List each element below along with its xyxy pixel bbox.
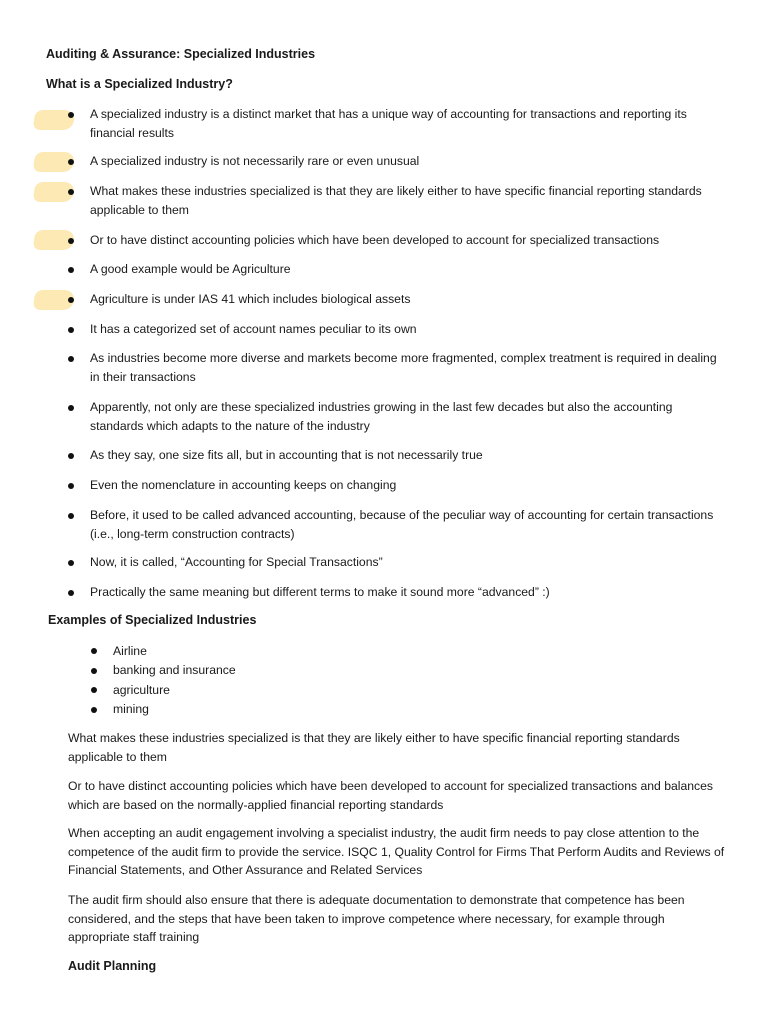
list-item: banking and insurance [113,663,236,677]
body-paragraph: When accepting an audit engagement involving a specialist industry, the audit firm needs to pay close attention to the competence of the audit firm to provide the service. ISQC 1, Quality Control for Firms That Perform Audits and Reviews of Financial Statements, and Other Assurance and Related Services [68,826,725,877]
bullet-marker [91,668,97,674]
bullet-marker [68,453,74,459]
bullet-marker [91,648,97,654]
bullet-marker [91,707,97,713]
bullet-marker [68,267,74,273]
bullet-marker [68,159,74,165]
bullet-marker [68,483,74,489]
section-heading-examples: Examples of Specialized Industries [48,613,257,627]
list-item: Even the nomenclature in accounting keeps on changing [90,478,397,492]
bullet-marker [68,590,74,596]
list-item: A specialized industry is not necessarily rare or even unusual [90,154,420,168]
list-item: agriculture [113,683,170,697]
bullet-marker [68,560,74,566]
bullet-marker [91,687,97,693]
document-title: Auditing & Assurance: Specialized Industries [46,47,316,61]
bullet-marker [68,189,74,195]
list-item: A good example would be Agriculture [90,262,291,276]
list-item: It has a categorized set of account names peculiar to its own [90,322,417,336]
list-item: Airline [113,644,147,658]
list-item: Practically the same meaning but different terms to make it sound more “advanced” :) [90,585,550,599]
section-heading-what-is: What is a Specialized Industry? [46,77,233,91]
list-item: Apparently, not only are these specialized industries growing in the last few decades but also the accounting standards which adapts to the nature of the industry [90,400,673,433]
bullet-marker [68,112,74,118]
list-item: What makes these industries specialized is that they are likely either to have specific financial reporting standards applicable to them [90,184,702,217]
list-item: As they say, one size fits all, but in accounting that is not necessarily true [90,448,483,462]
list-item: Or to have distinct accounting policies which have been developed to account for specialized transactions [90,233,660,247]
bullet-marker [68,513,74,519]
bullet-marker [68,356,74,362]
bullet-marker [68,297,74,303]
bullet-marker [68,405,74,411]
list-item: A specialized industry is a distinct market that has a unique way of accounting for transactions and reporting its financial results [90,107,687,140]
body-paragraph: What makes these industries specialized is that they are likely either to have specific financial reporting standards applicable to them [68,731,680,764]
list-item: Now, it is called, “Accounting for Special Transactions” [90,555,383,569]
list-item: Before, it used to be called advanced accounting, because of the peculiar way of accounting for certain transactions (i.e., long-term construction contracts) [90,508,714,541]
list-item: As industries become more diverse and markets become more fragmented, complex treatment is required in dealing in their transactions [90,351,717,384]
body-paragraph: The audit firm should also ensure that there is adequate documentation to demonstrate that competence has been considered, and the steps that have been taken to improve competence where necessary, for example through appropriate staff training [68,893,685,944]
list-item: mining [113,702,149,716]
section-heading-audit-planning: Audit Planning [68,959,157,973]
list-item: Agriculture is under IAS 41 which includes biological assets [90,292,411,306]
bullet-marker [68,327,74,333]
body-paragraph: Or to have distinct accounting policies which have been developed to account for specialized transactions and balances which are based on the normally-applied financial reporting standards [68,779,713,812]
bullet-marker [68,238,74,244]
